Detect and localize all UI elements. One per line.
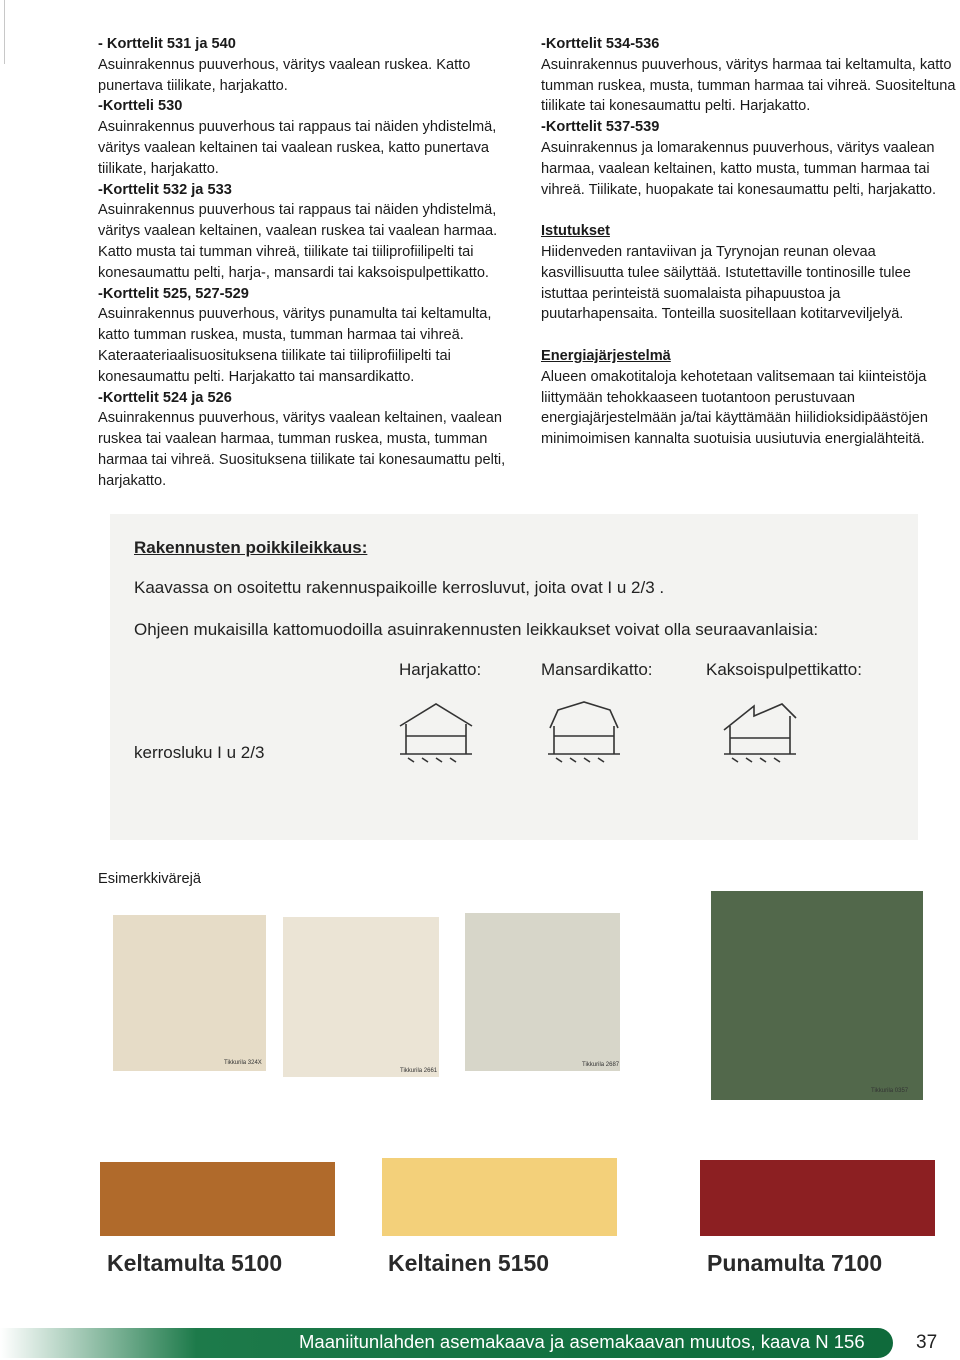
block-text: Asuinrakennus ja lomarakennus puuverhous, väritys vaalean harmaa, vaalean keltainen, katto musta, tumman harmaa tai vihreä. Tiilikate, huopakate tai konesaumattu pelti, harjakatto. [541, 139, 937, 198]
swatch-code: Tikkurila 324X [224, 1060, 262, 1066]
page-edge-line [0, 0, 5, 64]
block-heading: -Korttelit 534-536 [541, 36, 660, 52]
swatch-name-keltainen: Keltainen 5150 [388, 1250, 550, 1276]
section-heading: Istutukset [541, 223, 610, 240]
swatch-code: Tikkurila 0357 [871, 1088, 909, 1094]
roof-label-mansardikatto: Mansardikatto: [541, 660, 653, 679]
mansard-roof-house-sketch [544, 696, 624, 766]
swatch-code: Tikkurila 2661 [400, 1068, 438, 1074]
block-text: Asuinrakennus puuverhous, väritys vaalean ruskea. Katto punertava tiilikate, harjakatto. [98, 56, 471, 94]
section-heading: Energiajärjestelmä [541, 347, 671, 364]
block-text: Hiidenveden rantaviivan ja Tyrynojan reunan olevaa kasvillisuutta tulee säilyttää. Istutettaville tontinosille tulee istuttaa perinteistä suomalaista pihapuustoa ja puutarhapensaita. Tonteilla suositellaan kotitarveviljelyä. [541, 243, 911, 323]
swatch-code: Tikkurila 2687 [582, 1062, 620, 1068]
color-swatch-keltamulta [100, 1162, 335, 1236]
block-text: Asuinrakennus puuverhous tai rappaus tai näiden yhdistelmä, väritys vaalean keltainen tai vaalean ruskea, katto punertava tiilikate, harjakatto. [98, 119, 497, 177]
gable-roof-house-sketch [396, 696, 476, 766]
block-heading: -Korttelit 524 ja 526 [98, 389, 232, 406]
block-text: Asuinrakennus puuverhous, väritys punamulta tai keltamulta, katto tumman ruskea, musta, tumman harmaa tai vihreä. Kateraateriaalisuosituksena tiilikate tai tiiliprofiilipelti tai konesaumattu pelti. Harjakatto tai mansardikatto. [98, 306, 492, 385]
swatch-name-keltamulta: Keltamulta 5100 [107, 1250, 283, 1276]
block-text: Asuinrakennus puuverhous tai rappaus tai näiden yhdistelmä, väritys vaalean keltainen, vaalean ruskea tai vaalean harmaa. Katto musta tai tumman vihreä, tiilikate tai tiiliprofiilipelti tai konesaumattu pelti, harja-, mansardi tai kaksoispulpettikatto. [98, 202, 498, 281]
color-swatch-324x [113, 915, 266, 1071]
double-pitch-roof-house-sketch [720, 696, 800, 766]
block-heading: - Korttelit 531 ja 540 [98, 36, 236, 52]
block-text: Asuinrakennus puuverhous, väritys vaalean keltainen, vaalean ruskea tai vaalean harmaa, tumman ruskea, musta, tumman harmaa tai vihreä. Suosituksena tiilikate tai konesaumattu pelti, harjakatto. [98, 410, 506, 489]
block-text: Asuinrakennus puuverhous, väritys harmaa tai keltamulta, katto tumman ruskea, musta, tumman harmaa tai vihreä. Suositeltuna tiilikate tai konesaumattu pelti. Harjakatto. [541, 56, 956, 115]
floors-label: kerrosluku I u 2/3 [134, 743, 265, 762]
footer-title: Maaniitunlahden asemakaava ja asemakaavan muutos, kaava N 156 [299, 1331, 865, 1352]
color-swatch-keltainen [382, 1158, 617, 1236]
block-heading: -Kortteli 530 [98, 98, 183, 115]
color-swatch-0357 [711, 891, 923, 1100]
block-text: Alueen omakotitaloja kehotetaan valitsemaan tai kiinteistöja liittymään tehokkaaseen tuotantoon perustuvaan energiajärjestelmään ja/tai käyttämään hiilidioksidipäästöjen minimoimisen kannalta suotuisia uusiutuvia energialähteitä. [541, 368, 928, 448]
roof-label-harjakatto: Harjakatto: [399, 660, 482, 679]
right-text-column [541, 34, 960, 450]
diagram-title: Rakennusten poikkileikkaus: [134, 538, 368, 557]
block-heading: -Korttelit 532 ja 533 [98, 181, 232, 198]
examples-heading: Esimerkkivärejä [98, 871, 201, 887]
diagram-line-1: Kaavassa on osoitettu rakennuspaikoille kerrosluvut, joita ovat I u 2/3 . [134, 578, 665, 597]
color-swatch-punamulta [700, 1160, 935, 1236]
left-text-column [98, 34, 518, 492]
diagram-line-2: Ohjeen mukaisilla kattomuodoilla asuinrakennusten leikkaukset voivat olla seuraavanlaisia: [134, 620, 819, 639]
block-heading: -Korttelit 537-539 [541, 119, 660, 136]
block-heading: -Korttelit 525, 527-529 [98, 285, 249, 302]
cross-section-diagram [110, 514, 918, 840]
color-swatch-2687 [465, 913, 620, 1071]
swatch-name-punamulta: Punamulta 7100 [707, 1250, 883, 1276]
color-swatch-2661 [283, 917, 439, 1077]
roof-label-kaksoispulpettikatto: Kaksoispulpettikatto: [706, 660, 862, 679]
page-number: 37 [916, 1332, 938, 1353]
